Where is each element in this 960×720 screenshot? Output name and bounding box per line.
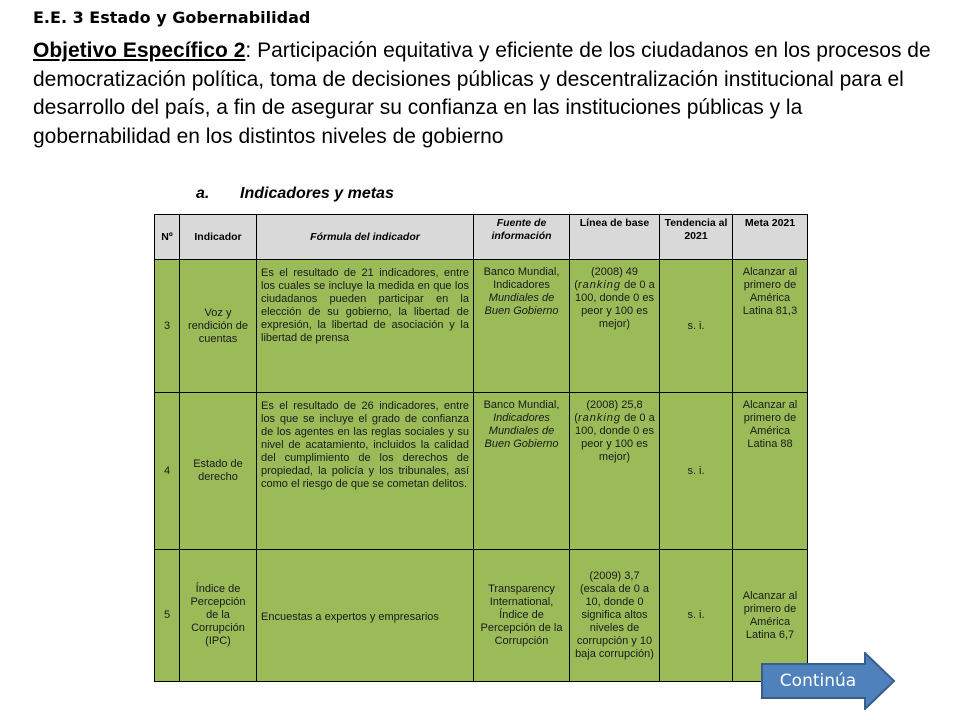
baseline-ranking: ranking: [577, 412, 622, 424]
objective-text: Participación equitativa y eficiente de los ciudadanos en los procesos de democratización política, toma de decisiones públicas y descentralización institucional para el desarrollo del país, a fin de asegurar su confianza en las instituciones públicas y la gobernabilidad en los distintos niveles de gobierno: [33, 39, 931, 148]
cell-trend: s. i.: [660, 393, 733, 550]
source-text: Banco Mundial,: [483, 399, 560, 411]
subheading: [196, 185, 394, 203]
baseline-text-end: de 0 a 100, donde 0 es peor y 100 es mejor): [575, 412, 655, 463]
cell-trend: s. i.: [660, 550, 733, 682]
header-indicator: Indicador: [180, 215, 257, 260]
cell-num: 3: [155, 260, 180, 393]
cell-trend: s. i.: [660, 260, 733, 393]
table-header-row: [155, 215, 808, 260]
cell-baseline: (2009) 3,7 (escala de 0 a 10, donde 0 significa altos niveles de corrupción y 10 baja corrupción): [570, 550, 660, 682]
cell-baseline: [570, 260, 660, 393]
baseline-text: (2008) 25,8 (: [574, 399, 643, 424]
section-title: E.E. 3 Estado y Gobernabilidad: [33, 8, 311, 27]
cell-source: [474, 393, 570, 550]
cell-indicator: Estado de derecho: [180, 393, 257, 550]
cell-goal: Alcanzar al primero de América Latina 88: [733, 393, 808, 550]
continue-label: Continúa: [779, 671, 857, 691]
objective-separator: :: [245, 39, 252, 62]
cell-source: Transparency International, Índice de Percepción de la Corrupción: [474, 550, 570, 682]
baseline-ranking: ranking: [577, 279, 622, 291]
header-num: Nº: [155, 215, 180, 260]
cell-formula: Encuestas a expertos y empresarios: [257, 550, 474, 682]
cell-source: [474, 260, 570, 393]
subheading-text: Indicadores y metas: [240, 185, 394, 202]
indicators-table: [154, 214, 808, 682]
cell-goal: Alcanzar al primero de América Latina 81,3: [733, 260, 808, 393]
baseline-text-end: de 0 a 100, donde 0 es peor y 100 es mejor): [575, 279, 655, 330]
header-baseline: Línea de base: [570, 215, 660, 260]
cell-indicator: Índice de Percepción de la Corrupción (IPC): [180, 550, 257, 682]
source-italic: Indicadores Mundiales de Buen Gobierno: [484, 412, 559, 450]
header-source: Fuente de información: [474, 215, 570, 260]
table-row: [155, 550, 808, 682]
cell-num: 4: [155, 393, 180, 550]
header-goal: Meta 2021: [733, 215, 808, 260]
cell-goal: Alcanzar al primero de América Latina 6,7: [733, 550, 808, 682]
cell-indicator: Voz y rendición de cuentas: [180, 260, 257, 393]
table-row: [155, 260, 808, 393]
baseline-text: (2008) 49 (: [574, 266, 639, 291]
objective-paragraph: [33, 37, 933, 151]
cell-baseline: [570, 393, 660, 550]
objective-label: Objetivo Específico 2: [33, 39, 246, 62]
source-italic: Mundiales de Buen Gobierno: [484, 292, 559, 317]
subheading-number: a.: [196, 185, 210, 202]
continue-button[interactable]: [761, 652, 896, 710]
source-text: Banco Mundial, Indicadores: [483, 266, 560, 291]
cell-formula: Es el resultado de 26 indicadores, entre los que se incluye el grado de confianza de los agentes en las reglas sociales y su nivel de acatamiento, incluidos la calidad del cumplimiento de los derechos de propiedad, la policía y los tribunales, así como el riesgo de que se cometan delitos.: [257, 393, 474, 550]
header-trend: Tendencia al 2021: [660, 215, 733, 260]
cell-formula: Es el resultado de 21 indicadores, entre los cuales se incluye la medida en que los ciudadanos pueden participar en la elección de su gobierno, la libertad de expresión, la libertad de asociación y la libertad de prensa: [257, 260, 474, 393]
table-row: [155, 393, 808, 550]
cell-num: 5: [155, 550, 180, 682]
header-formula: Fórmula del indicador: [257, 215, 474, 260]
